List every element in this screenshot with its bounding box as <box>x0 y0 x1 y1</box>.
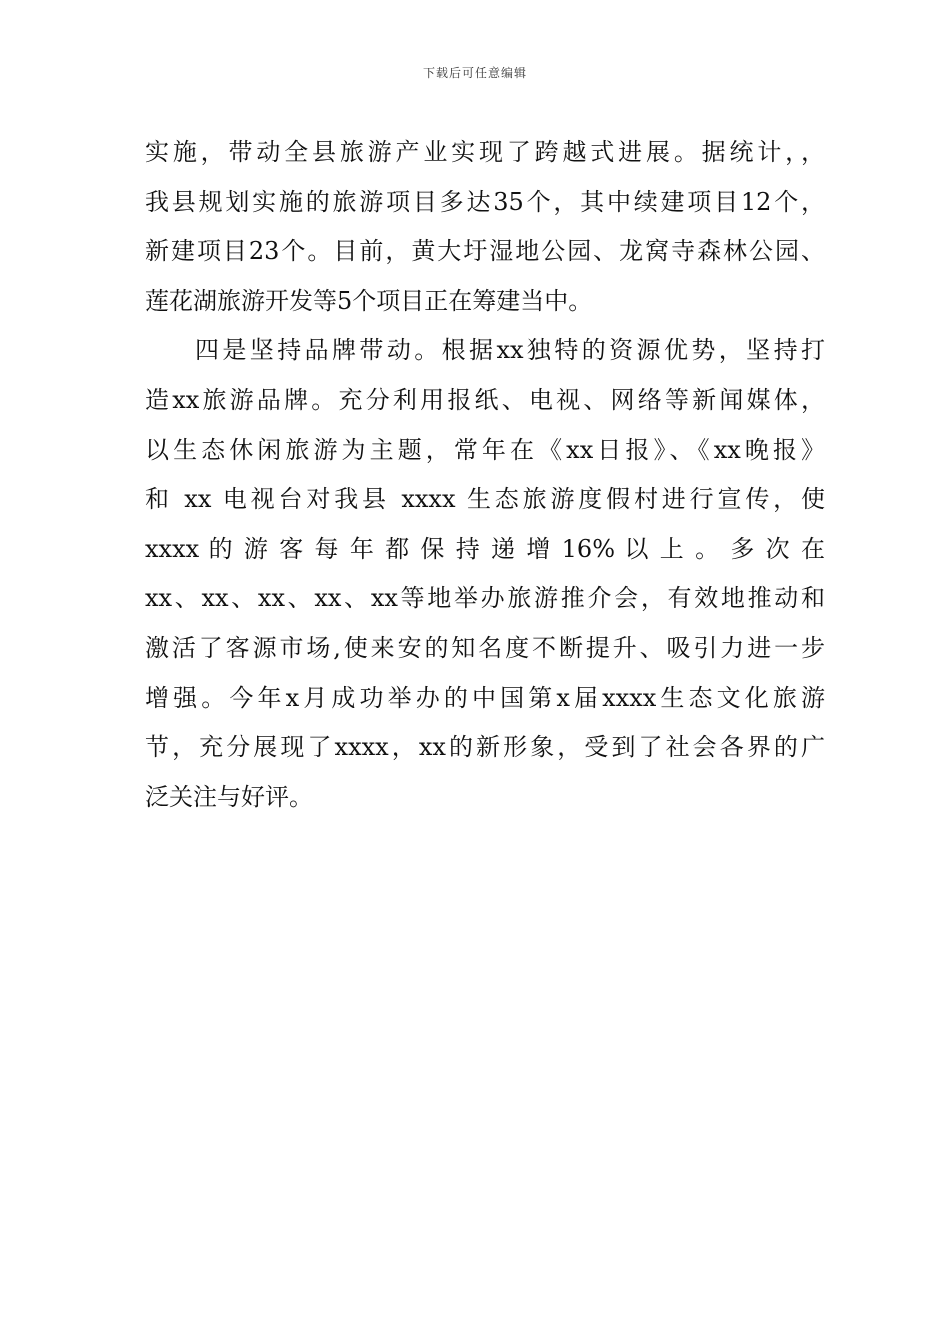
text-line: 和 xx 电视台对我县 xxxx 生态旅游度假村进行宣传，使 <box>145 485 825 514</box>
text-line: 莲花湖旅游开发等5个项目正在筹建当中。 <box>145 286 593 315</box>
text-line: 四是坚持品牌带动。根据xx独特的资源优势，坚持打 <box>195 336 825 365</box>
text-line: 节，充分展现了xxxx，xx的新形象，受到了社会各界的广 <box>145 733 825 762</box>
text-line: 泛关注与好评。 <box>145 782 313 811</box>
text-line: 以生态休闲旅游为主题，常年在《xx日报》、《xx晚报》 <box>145 435 825 464</box>
text-line: 增强。今年x月成功举办的中国第x届xxxx生态文化旅游 <box>145 683 825 712</box>
text-line: 实施，带动全县旅游产业实现了跨越式进展。据统计，， <box>145 138 825 166</box>
text-line: 激活了客源市场,使来安的知名度不断提升、吸引力进一步 <box>145 633 825 662</box>
text-line: 新建项目23个。目前，黄大圩湿地公园、龙窝寺森林公园、 <box>145 237 825 266</box>
text-line: xxxx 的 游 客 每 年 都 保 持 递 增 16% 以 上 。 多 次 在 <box>145 534 825 563</box>
text-line: xx、xx、xx、xx、xx等地举办旅游推介会，有效地推动和 <box>145 584 825 613</box>
page-header: 下载后可任意编辑 <box>422 66 527 80</box>
text-line: 我县规划实施的旅游项目多达35个，其中续建项目12个， <box>145 187 825 216</box>
document-body <box>145 128 825 822</box>
paragraph-2 <box>145 326 825 822</box>
text-line: 造xx旅游品牌。充分利用报纸、电视、网络等新闻媒体， <box>145 385 825 414</box>
paragraph-1 <box>145 128 825 326</box>
